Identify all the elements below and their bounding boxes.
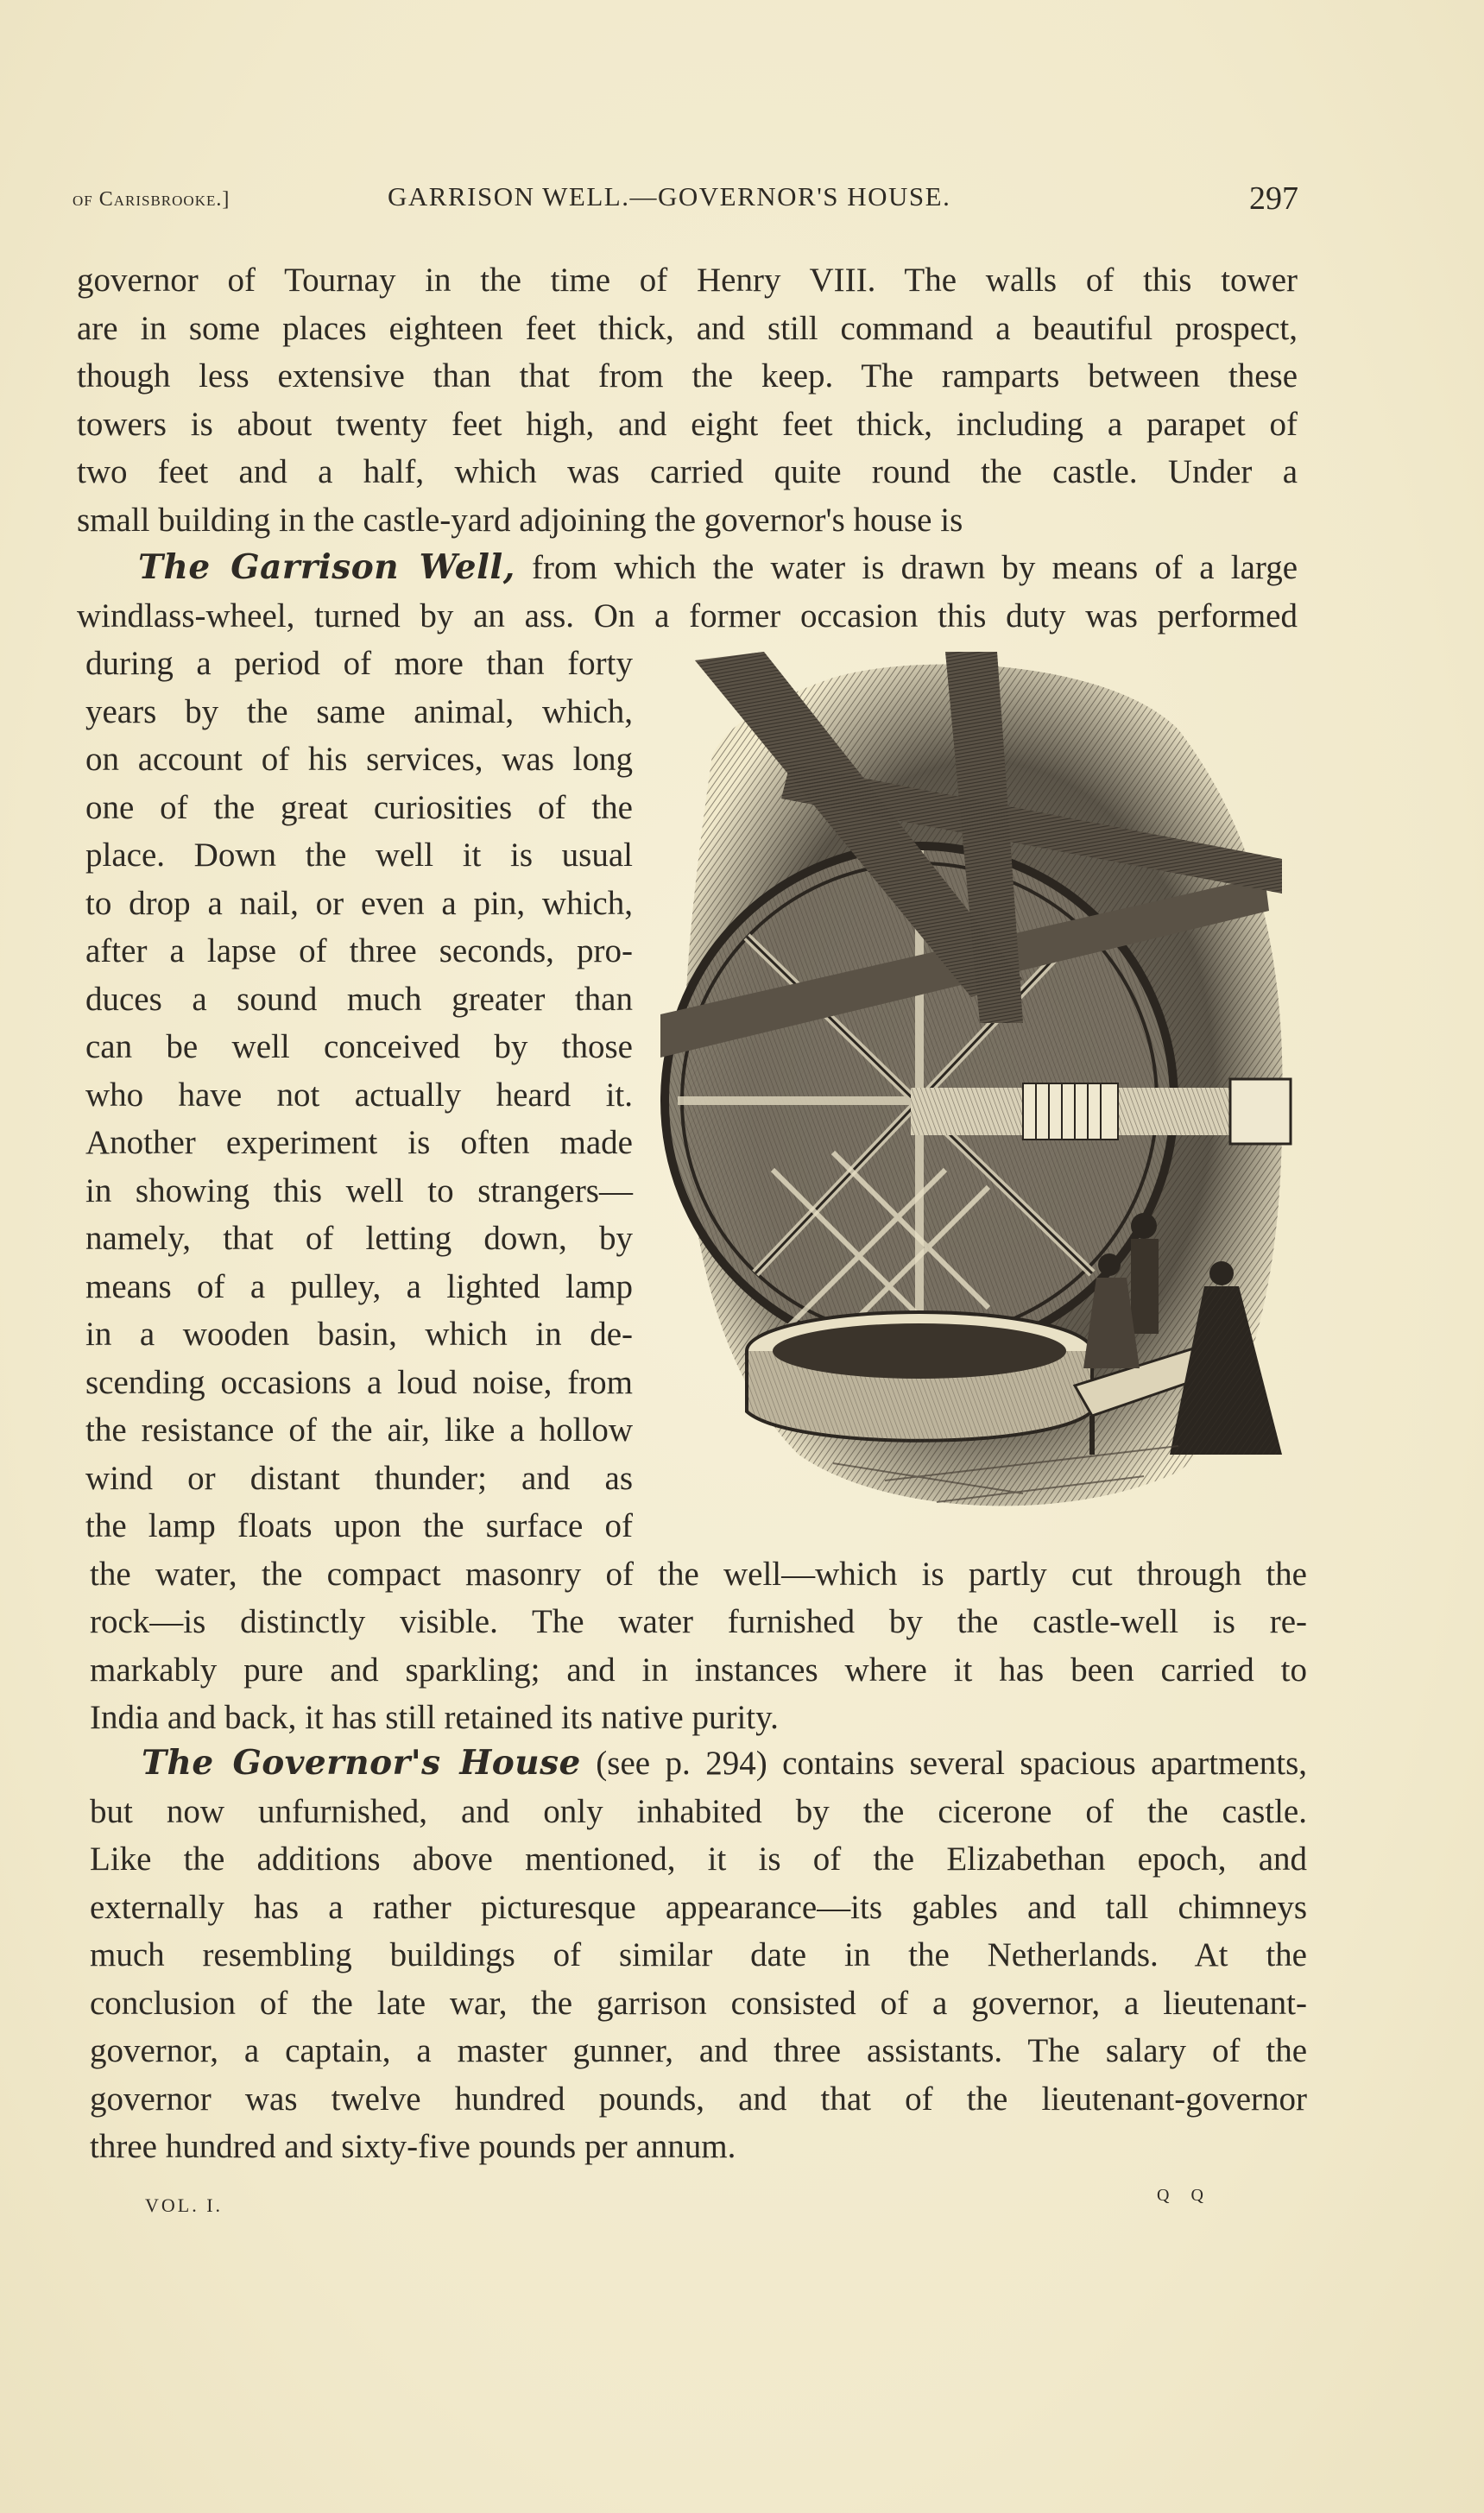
- text-line: wind or distant thunder; and as: [85, 1460, 633, 1497]
- text-line: after a lapse of three seconds, pro-: [85, 932, 633, 969]
- text-line: in showing this well to strangers—: [85, 1172, 633, 1209]
- text-line-heading: [138, 547, 1298, 587]
- section-heading-garrison-well: The Garrison Well,: [138, 547, 515, 587]
- text-line: governor, a captain, a master gunner, and three assistants. The salary of the: [90, 2032, 1307, 2069]
- text-line: governor of Tournay in the time of Henry VIII. The walls of this tower: [77, 262, 1298, 299]
- text-line: small building in the castle-yard adjoining the governor's house is: [77, 502, 963, 539]
- heading-line-rest: (see p. 294) contains several spacious apartments,: [596, 1745, 1307, 1782]
- header-section-title: of Carisbrooke.]: [73, 188, 230, 211]
- text-line: two feet and a half, which was carried quite round the castle. Under a: [77, 453, 1298, 490]
- text-line: means of a pulley, a lighted lamp: [85, 1268, 633, 1305]
- section-heading-governors-house: The Governor's House: [142, 1743, 581, 1783]
- text-line: the water, the compact masonry of the well—which is partly cut through the: [90, 1556, 1307, 1593]
- text-line: place. Down the well it is usual: [85, 837, 633, 874]
- text-line: on account of his services, was long: [85, 741, 633, 778]
- text-line: three hundred and sixty-five pounds per annum.: [90, 2128, 736, 2165]
- text-line: are in some places eighteen feet thick, and still command a beautiful prospect,: [77, 310, 1298, 347]
- signature-mark: Q Q: [1157, 2186, 1212, 2205]
- text-line: towers is about twenty feet high, and eight feet thick, including a parapet of: [77, 406, 1298, 443]
- text-line: much resembling buildings of similar date in the Netherlands. At the: [90, 1936, 1307, 1973]
- text-line: conclusion of the late war, the garrison consisted of a governor, a lieutenant-: [90, 1985, 1307, 2022]
- heading-line-rest: from which the water is drawn by means of a large: [532, 549, 1298, 586]
- text-line: externally has a rather picturesque appearance—its gables and tall chimneys: [90, 1889, 1307, 1926]
- volume-label: VOL. I.: [145, 2194, 224, 2216]
- text-line: to drop a nail, or even a pin, which,: [85, 885, 633, 922]
- text-line-heading: [142, 1743, 1307, 1783]
- text-line: duces a sound much greater than: [85, 981, 633, 1018]
- page-number: 297: [1249, 180, 1298, 217]
- text-line: can be well conceived by those: [85, 1028, 633, 1065]
- text-line: India and back, it has still retained its native purity.: [90, 1699, 779, 1736]
- text-line: one of the great curiosities of the: [85, 789, 633, 826]
- text-line: namely, that of letting down, by: [85, 1220, 633, 1257]
- running-header: [73, 180, 1298, 223]
- text-line: Another experiment is often made: [85, 1124, 633, 1161]
- text-line: markably pure and sparkling; and in instances where it has been carried to: [90, 1651, 1307, 1689]
- text-line: Like the additions above mentioned, it is of the Elizabethan epoch, and: [90, 1841, 1307, 1878]
- text-line: windlass-wheel, turned by an ass. On a former occasion this duty was performed: [77, 597, 1298, 635]
- text-line: though less extensive than that from the keep. The ramparts between these: [77, 357, 1298, 395]
- header-chapter-title: GARRISON WELL.—GOVERNOR'S HOUSE.: [388, 181, 951, 212]
- text-line: during a period of more than forty: [85, 645, 633, 682]
- text-line: years by the same animal, which,: [85, 693, 633, 730]
- text-line: in a wooden basin, which in de-: [85, 1316, 633, 1353]
- text-line: governor was twelve hundred pounds, and that of the lieutenant-governor: [90, 2080, 1307, 2118]
- text-line: the lamp floats upon the surface of: [85, 1507, 633, 1544]
- text-line: who have not actually heard it.: [85, 1077, 633, 1114]
- engraving-well-wheel-illustration: [660, 652, 1295, 1524]
- text-line: but now unfurnished, and only inhabited by the cicerone of the castle.: [90, 1793, 1307, 1830]
- text-line: the resistance of the air, like a hollow: [85, 1411, 633, 1449]
- text-line: scending occasions a loud noise, from: [85, 1364, 633, 1401]
- text-line: rock—is distinctly visible. The water furnished by the castle-well is re-: [90, 1603, 1307, 1640]
